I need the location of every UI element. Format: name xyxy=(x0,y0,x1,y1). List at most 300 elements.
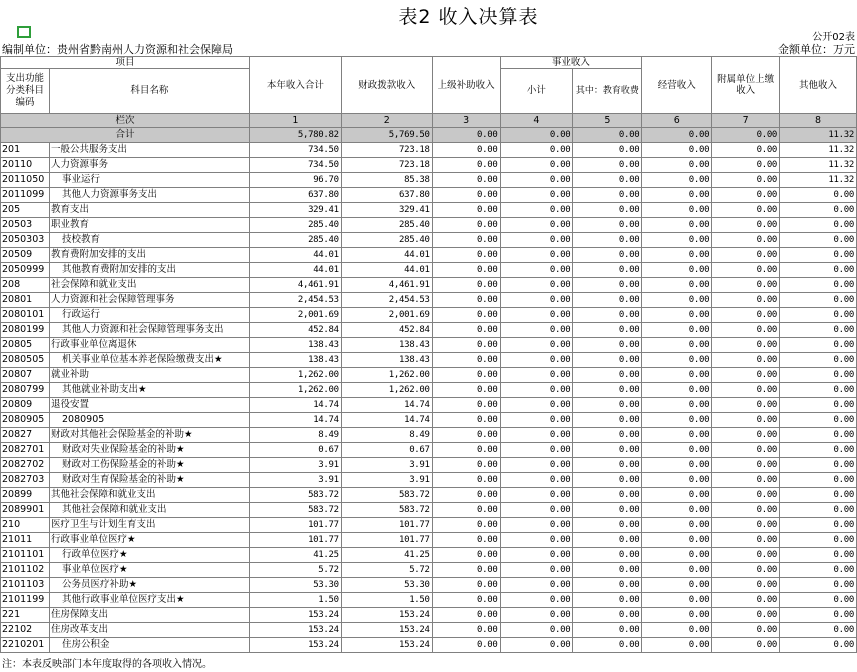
amount-cell[interactable]: 0.00 xyxy=(432,443,500,458)
subject-name[interactable]: 医疗卫生与计划生育支出 xyxy=(49,518,249,533)
amount-cell[interactable]: 0.00 xyxy=(642,623,712,638)
table-row[interactable] xyxy=(1,353,857,368)
subject-code[interactable]: 2011099 xyxy=(1,188,50,203)
subject-code[interactable]: 21011 xyxy=(1,533,50,548)
amount-cell[interactable]: 0.00 xyxy=(500,158,573,173)
amount-cell[interactable]: 101.77 xyxy=(341,518,432,533)
amount-cell[interactable]: 0.00 xyxy=(573,533,642,548)
amount-cell[interactable]: 0.00 xyxy=(432,143,500,158)
table-row[interactable] xyxy=(1,398,857,413)
amount-cell[interactable]: 0.00 xyxy=(642,188,712,203)
amount-cell[interactable]: 0.00 xyxy=(573,578,642,593)
amount-cell[interactable]: 0.00 xyxy=(780,578,857,593)
total-value[interactable]: 5,769.50 xyxy=(341,128,432,143)
amount-cell[interactable]: 0.00 xyxy=(780,473,857,488)
amount-cell[interactable]: 0.00 xyxy=(432,533,500,548)
table-row[interactable] xyxy=(1,488,857,503)
amount-cell[interactable]: 0.00 xyxy=(573,188,642,203)
amount-cell[interactable]: 0.00 xyxy=(712,353,780,368)
table-row[interactable] xyxy=(1,593,857,608)
total-value[interactable]: 0.00 xyxy=(500,128,573,143)
amount-cell[interactable]: 0.00 xyxy=(780,338,857,353)
amount-cell[interactable]: 0.00 xyxy=(500,308,573,323)
amount-cell[interactable]: 0.00 xyxy=(642,308,712,323)
amount-cell[interactable]: 0.00 xyxy=(432,233,500,248)
amount-cell[interactable]: 0.00 xyxy=(500,638,573,653)
subject-name[interactable]: 就业补助 xyxy=(49,368,249,383)
table-row[interactable] xyxy=(1,608,857,623)
subject-code[interactable]: 2101101 xyxy=(1,548,50,563)
subject-name[interactable]: 其他就业补助支出★ xyxy=(49,383,249,398)
subject-code[interactable]: 2050303 xyxy=(1,233,50,248)
amount-cell[interactable]: 41.25 xyxy=(249,548,341,563)
subject-name[interactable]: 其他人力资源事务支出 xyxy=(49,188,249,203)
amount-cell[interactable]: 0.00 xyxy=(780,308,857,323)
amount-cell[interactable]: 0.00 xyxy=(780,293,857,308)
amount-cell[interactable]: 44.01 xyxy=(341,248,432,263)
subject-code[interactable]: 20827 xyxy=(1,428,50,443)
amount-cell[interactable]: 0.00 xyxy=(712,593,780,608)
amount-cell[interactable]: 0.00 xyxy=(573,158,642,173)
amount-cell[interactable]: 0.00 xyxy=(642,353,712,368)
amount-cell[interactable]: 0.00 xyxy=(573,443,642,458)
subject-code[interactable]: 2082702 xyxy=(1,458,50,473)
amount-cell[interactable]: 0.00 xyxy=(712,188,780,203)
subject-name[interactable]: 职业教育 xyxy=(49,218,249,233)
amount-cell[interactable]: 0.00 xyxy=(573,143,642,158)
amount-cell[interactable]: 0.00 xyxy=(642,608,712,623)
amount-cell[interactable]: 0.00 xyxy=(642,338,712,353)
amount-cell[interactable]: 452.84 xyxy=(341,323,432,338)
amount-cell[interactable]: 0.00 xyxy=(432,263,500,278)
amount-cell[interactable]: 0.00 xyxy=(432,338,500,353)
amount-cell[interactable]: 0.00 xyxy=(573,173,642,188)
subject-name[interactable]: 行政单位医疗★ xyxy=(49,548,249,563)
amount-cell[interactable]: 583.72 xyxy=(249,503,341,518)
amount-cell[interactable]: 1,262.00 xyxy=(341,368,432,383)
amount-cell[interactable]: 14.74 xyxy=(249,413,341,428)
amount-cell[interactable]: 0.00 xyxy=(573,503,642,518)
amount-cell[interactable]: 0.00 xyxy=(780,518,857,533)
amount-cell[interactable]: 0.00 xyxy=(432,278,500,293)
subject-name[interactable]: 2080905 xyxy=(49,413,249,428)
amount-cell[interactable]: 0.00 xyxy=(712,548,780,563)
amount-cell[interactable]: 0.00 xyxy=(500,413,573,428)
table-row[interactable] xyxy=(1,203,857,218)
amount-cell[interactable]: 0.00 xyxy=(500,503,573,518)
amount-cell[interactable]: 0.00 xyxy=(573,518,642,533)
amount-cell[interactable]: 0.00 xyxy=(432,458,500,473)
amount-cell[interactable]: 1.50 xyxy=(341,593,432,608)
amount-cell[interactable]: 14.74 xyxy=(249,398,341,413)
table-row[interactable] xyxy=(1,518,857,533)
amount-cell[interactable]: 0.00 xyxy=(642,593,712,608)
amount-cell[interactable]: 0.00 xyxy=(642,158,712,173)
amount-cell[interactable]: 285.40 xyxy=(249,233,341,248)
amount-cell[interactable]: 0.00 xyxy=(432,248,500,263)
selected-cell-marker[interactable] xyxy=(17,26,31,38)
amount-cell[interactable]: 11.32 xyxy=(780,158,857,173)
amount-cell[interactable]: 0.00 xyxy=(573,323,642,338)
amount-cell[interactable]: 0.00 xyxy=(712,203,780,218)
amount-cell[interactable]: 0.00 xyxy=(642,443,712,458)
amount-cell[interactable]: 0.00 xyxy=(712,248,780,263)
amount-cell[interactable]: 0.00 xyxy=(500,398,573,413)
amount-cell[interactable]: 0.00 xyxy=(500,608,573,623)
amount-cell[interactable]: 0.00 xyxy=(712,218,780,233)
amount-cell[interactable]: 0.00 xyxy=(642,428,712,443)
table-row[interactable] xyxy=(1,563,857,578)
amount-cell[interactable]: 637.80 xyxy=(341,188,432,203)
amount-cell[interactable]: 0.00 xyxy=(432,368,500,383)
subject-code[interactable]: 2080505 xyxy=(1,353,50,368)
table-row[interactable] xyxy=(1,338,857,353)
amount-cell[interactable]: 0.00 xyxy=(573,233,642,248)
amount-cell[interactable]: 138.43 xyxy=(341,353,432,368)
amount-cell[interactable]: 0.00 xyxy=(432,203,500,218)
amount-cell[interactable]: 0.00 xyxy=(500,548,573,563)
amount-cell[interactable]: 734.50 xyxy=(249,143,341,158)
amount-cell[interactable]: 0.00 xyxy=(712,173,780,188)
amount-cell[interactable]: 0.00 xyxy=(642,473,712,488)
subject-code[interactable]: 2050999 xyxy=(1,263,50,278)
amount-cell[interactable]: 0.00 xyxy=(712,278,780,293)
amount-cell[interactable]: 0.00 xyxy=(780,188,857,203)
amount-cell[interactable]: 0.00 xyxy=(432,593,500,608)
amount-cell[interactable]: 0.00 xyxy=(500,488,573,503)
amount-cell[interactable]: 0.00 xyxy=(642,638,712,653)
amount-cell[interactable]: 0.00 xyxy=(712,308,780,323)
amount-cell[interactable]: 0.00 xyxy=(712,503,780,518)
amount-cell[interactable]: 0.00 xyxy=(573,593,642,608)
amount-cell[interactable]: 0.00 xyxy=(432,548,500,563)
amount-cell[interactable]: 0.00 xyxy=(642,533,712,548)
amount-cell[interactable]: 3.91 xyxy=(341,458,432,473)
amount-cell[interactable]: 452.84 xyxy=(249,323,341,338)
amount-cell[interactable]: 0.00 xyxy=(500,263,573,278)
amount-cell[interactable]: 0.00 xyxy=(500,443,573,458)
subject-name[interactable]: 人力资源和社会保障管理事务 xyxy=(49,293,249,308)
table-row[interactable] xyxy=(1,473,857,488)
amount-cell[interactable]: 44.01 xyxy=(249,248,341,263)
subject-name[interactable]: 教育费附加安排的支出 xyxy=(49,248,249,263)
amount-cell[interactable]: 0.00 xyxy=(500,173,573,188)
amount-cell[interactable]: 0.00 xyxy=(712,368,780,383)
subject-code[interactable]: 2101103 xyxy=(1,578,50,593)
subject-code[interactable]: 2210201 xyxy=(1,638,50,653)
amount-cell[interactable]: 14.74 xyxy=(341,398,432,413)
amount-cell[interactable]: 0.00 xyxy=(432,383,500,398)
amount-cell[interactable]: 0.00 xyxy=(712,638,780,653)
amount-cell[interactable]: 0.00 xyxy=(712,293,780,308)
subject-name[interactable]: 住房公积金 xyxy=(49,638,249,653)
amount-cell[interactable]: 0.00 xyxy=(712,533,780,548)
amount-cell[interactable]: 0.00 xyxy=(500,338,573,353)
amount-cell[interactable]: 0.00 xyxy=(712,263,780,278)
subject-name[interactable]: 其他行政事业单位医疗支出★ xyxy=(49,593,249,608)
table-row[interactable] xyxy=(1,188,857,203)
amount-cell[interactable]: 5.72 xyxy=(249,563,341,578)
amount-cell[interactable]: 0.00 xyxy=(780,233,857,248)
amount-cell[interactable]: 0.00 xyxy=(432,398,500,413)
amount-cell[interactable]: 0.00 xyxy=(432,518,500,533)
amount-cell[interactable]: 0.00 xyxy=(573,488,642,503)
amount-cell[interactable]: 0.00 xyxy=(780,413,857,428)
amount-cell[interactable]: 0.00 xyxy=(642,518,712,533)
amount-cell[interactable]: 0.00 xyxy=(573,353,642,368)
amount-cell[interactable]: 8.49 xyxy=(341,428,432,443)
amount-cell[interactable]: 0.00 xyxy=(500,293,573,308)
amount-cell[interactable]: 5.72 xyxy=(341,563,432,578)
amount-cell[interactable]: 153.24 xyxy=(249,638,341,653)
amount-cell[interactable]: 0.00 xyxy=(432,173,500,188)
table-row[interactable] xyxy=(1,638,857,653)
amount-cell[interactable]: 0.00 xyxy=(500,563,573,578)
amount-cell[interactable]: 138.43 xyxy=(249,338,341,353)
amount-cell[interactable]: 0.00 xyxy=(780,263,857,278)
amount-cell[interactable]: 329.41 xyxy=(249,203,341,218)
amount-cell[interactable]: 0.00 xyxy=(712,443,780,458)
amount-cell[interactable]: 0.00 xyxy=(573,278,642,293)
amount-cell[interactable]: 0.00 xyxy=(432,608,500,623)
amount-cell[interactable]: 153.24 xyxy=(341,638,432,653)
amount-cell[interactable]: 0.00 xyxy=(573,458,642,473)
amount-cell[interactable]: 0.00 xyxy=(642,218,712,233)
amount-cell[interactable]: 0.00 xyxy=(432,503,500,518)
amount-cell[interactable]: 3.91 xyxy=(341,473,432,488)
amount-cell[interactable]: 723.18 xyxy=(341,158,432,173)
amount-cell[interactable]: 96.70 xyxy=(249,173,341,188)
amount-cell[interactable]: 0.00 xyxy=(500,368,573,383)
amount-cell[interactable]: 0.00 xyxy=(780,248,857,263)
amount-cell[interactable]: 0.00 xyxy=(780,488,857,503)
amount-cell[interactable]: 0.00 xyxy=(500,188,573,203)
amount-cell[interactable]: 0.00 xyxy=(573,548,642,563)
subject-name[interactable]: 教育支出 xyxy=(49,203,249,218)
subject-code[interactable]: 20110 xyxy=(1,158,50,173)
amount-cell[interactable]: 0.00 xyxy=(780,218,857,233)
subject-code[interactable]: 20503 xyxy=(1,218,50,233)
amount-cell[interactable]: 1,262.00 xyxy=(249,368,341,383)
amount-cell[interactable]: 0.00 xyxy=(500,233,573,248)
amount-cell[interactable]: 0.00 xyxy=(432,188,500,203)
amount-cell[interactable]: 0.00 xyxy=(642,278,712,293)
subject-code[interactable]: 20509 xyxy=(1,248,50,263)
subject-name[interactable]: 机关事业单位基本养老保险缴费支出★ xyxy=(49,353,249,368)
amount-cell[interactable]: 0.00 xyxy=(642,563,712,578)
amount-cell[interactable]: 3.91 xyxy=(249,458,341,473)
amount-cell[interactable]: 285.40 xyxy=(249,218,341,233)
amount-cell[interactable]: 0.00 xyxy=(432,323,500,338)
amount-cell[interactable]: 44.01 xyxy=(341,263,432,278)
amount-cell[interactable]: 0.00 xyxy=(712,428,780,443)
amount-cell[interactable]: 0.00 xyxy=(712,608,780,623)
amount-cell[interactable]: 0.00 xyxy=(573,338,642,353)
amount-cell[interactable]: 0.00 xyxy=(780,503,857,518)
amount-cell[interactable]: 0.00 xyxy=(780,533,857,548)
subject-name[interactable]: 财政对其他社会保险基金的补助★ xyxy=(49,428,249,443)
amount-cell[interactable]: 0.00 xyxy=(500,278,573,293)
total-value[interactable]: 0.00 xyxy=(573,128,642,143)
table-row[interactable] xyxy=(1,293,857,308)
amount-cell[interactable]: 0.00 xyxy=(780,458,857,473)
amount-cell[interactable]: 0.00 xyxy=(500,623,573,638)
table-row[interactable] xyxy=(1,458,857,473)
subject-code[interactable]: 20807 xyxy=(1,368,50,383)
amount-cell[interactable]: 101.77 xyxy=(249,533,341,548)
subject-name[interactable]: 行政事业单位离退休 xyxy=(49,338,249,353)
amount-cell[interactable]: 0.00 xyxy=(780,608,857,623)
amount-cell[interactable]: 0.00 xyxy=(573,608,642,623)
amount-cell[interactable]: 0.00 xyxy=(573,263,642,278)
amount-cell[interactable]: 0.00 xyxy=(500,428,573,443)
subject-name[interactable]: 其他社会保障和就业支出 xyxy=(49,503,249,518)
subject-name[interactable]: 人力资源事务 xyxy=(49,158,249,173)
amount-cell[interactable]: 0.00 xyxy=(573,308,642,323)
subject-name[interactable]: 行政事业单位医疗★ xyxy=(49,533,249,548)
amount-cell[interactable]: 734.50 xyxy=(249,158,341,173)
subject-code[interactable]: 20805 xyxy=(1,338,50,353)
subject-name[interactable]: 一般公共服务支出 xyxy=(49,143,249,158)
amount-cell[interactable]: 0.00 xyxy=(432,218,500,233)
amount-cell[interactable]: 329.41 xyxy=(341,203,432,218)
subject-name[interactable]: 其他社会保障和就业支出 xyxy=(49,488,249,503)
amount-cell[interactable]: 0.00 xyxy=(573,293,642,308)
amount-cell[interactable]: 0.00 xyxy=(573,563,642,578)
amount-cell[interactable]: 0.00 xyxy=(712,623,780,638)
amount-cell[interactable]: 0.00 xyxy=(432,353,500,368)
amount-cell[interactable]: 0.00 xyxy=(642,203,712,218)
subject-code[interactable]: 210 xyxy=(1,518,50,533)
amount-cell[interactable]: 0.00 xyxy=(432,413,500,428)
amount-cell[interactable]: 0.00 xyxy=(642,368,712,383)
amount-cell[interactable]: 0.00 xyxy=(642,263,712,278)
table-row[interactable] xyxy=(1,383,857,398)
amount-cell[interactable]: 0.00 xyxy=(432,623,500,638)
subject-code[interactable]: 2101199 xyxy=(1,593,50,608)
table-row[interactable] xyxy=(1,368,857,383)
amount-cell[interactable]: 0.67 xyxy=(341,443,432,458)
subject-name[interactable]: 社会保障和就业支出 xyxy=(49,278,249,293)
subject-name[interactable]: 行政运行 xyxy=(49,308,249,323)
amount-cell[interactable]: 0.00 xyxy=(712,578,780,593)
table-row[interactable] xyxy=(1,503,857,518)
amount-cell[interactable]: 0.00 xyxy=(712,143,780,158)
amount-cell[interactable]: 0.00 xyxy=(712,158,780,173)
subject-name[interactable]: 公务员医疗补助★ xyxy=(49,578,249,593)
table-row[interactable] xyxy=(1,623,857,638)
amount-cell[interactable]: 583.72 xyxy=(249,488,341,503)
amount-cell[interactable]: 138.43 xyxy=(341,338,432,353)
amount-cell[interactable]: 11.32 xyxy=(780,173,857,188)
amount-cell[interactable]: 0.00 xyxy=(642,233,712,248)
amount-cell[interactable]: 0.00 xyxy=(573,248,642,263)
table-row[interactable] xyxy=(1,278,857,293)
subject-name[interactable]: 住房改革支出 xyxy=(49,623,249,638)
table-row[interactable] xyxy=(1,143,857,158)
amount-cell[interactable]: 0.00 xyxy=(780,428,857,443)
amount-cell[interactable]: 101.77 xyxy=(249,518,341,533)
total-value[interactable]: 0.00 xyxy=(432,128,500,143)
table-row[interactable] xyxy=(1,548,857,563)
table-row[interactable] xyxy=(1,443,857,458)
subject-name[interactable]: 财政对工伤保险基金的补助★ xyxy=(49,458,249,473)
amount-cell[interactable]: 0.00 xyxy=(712,458,780,473)
amount-cell[interactable]: 0.00 xyxy=(642,173,712,188)
table-row[interactable] xyxy=(1,323,857,338)
amount-cell[interactable]: 0.00 xyxy=(432,293,500,308)
amount-cell[interactable]: 0.00 xyxy=(712,563,780,578)
table-row[interactable] xyxy=(1,413,857,428)
amount-cell[interactable]: 1,262.00 xyxy=(341,383,432,398)
amount-cell[interactable]: 0.00 xyxy=(500,203,573,218)
amount-cell[interactable]: 0.00 xyxy=(500,473,573,488)
amount-cell[interactable]: 0.00 xyxy=(712,473,780,488)
amount-cell[interactable]: 0.00 xyxy=(642,458,712,473)
subject-name[interactable]: 事业单位医疗★ xyxy=(49,563,249,578)
amount-cell[interactable]: 41.25 xyxy=(341,548,432,563)
subject-code[interactable]: 2080799 xyxy=(1,383,50,398)
subject-code[interactable]: 20899 xyxy=(1,488,50,503)
amount-cell[interactable]: 285.40 xyxy=(341,218,432,233)
amount-cell[interactable]: 0.00 xyxy=(500,533,573,548)
table-row[interactable] xyxy=(1,218,857,233)
amount-cell[interactable]: 0.00 xyxy=(432,308,500,323)
amount-cell[interactable]: 53.30 xyxy=(249,578,341,593)
amount-cell[interactable]: 138.43 xyxy=(249,353,341,368)
amount-cell[interactable]: 0.00 xyxy=(432,638,500,653)
amount-cell[interactable]: 2,001.69 xyxy=(341,308,432,323)
amount-cell[interactable]: 0.00 xyxy=(642,503,712,518)
amount-cell[interactable]: 101.77 xyxy=(341,533,432,548)
amount-cell[interactable]: 0.00 xyxy=(573,623,642,638)
amount-cell[interactable]: 153.24 xyxy=(249,623,341,638)
amount-cell[interactable]: 0.00 xyxy=(780,548,857,563)
table-row[interactable] xyxy=(1,158,857,173)
amount-cell[interactable]: 0.00 xyxy=(642,248,712,263)
amount-cell[interactable]: 1,262.00 xyxy=(249,383,341,398)
amount-cell[interactable]: 153.24 xyxy=(249,608,341,623)
subject-name[interactable]: 财政对生育保险基金的补助★ xyxy=(49,473,249,488)
amount-cell[interactable]: 0.00 xyxy=(642,383,712,398)
total-value[interactable]: 5,780.82 xyxy=(249,128,341,143)
amount-cell[interactable]: 0.00 xyxy=(780,593,857,608)
amount-cell[interactable]: 0.00 xyxy=(712,323,780,338)
subject-code[interactable]: 2082701 xyxy=(1,443,50,458)
amount-cell[interactable]: 53.30 xyxy=(341,578,432,593)
amount-cell[interactable]: 583.72 xyxy=(341,503,432,518)
amount-cell[interactable]: 0.00 xyxy=(573,413,642,428)
amount-cell[interactable]: 0.00 xyxy=(712,338,780,353)
amount-cell[interactable]: 0.00 xyxy=(780,623,857,638)
subject-code[interactable]: 2089901 xyxy=(1,503,50,518)
amount-cell[interactable]: 0.00 xyxy=(500,353,573,368)
amount-cell[interactable]: 0.00 xyxy=(500,248,573,263)
total-value[interactable]: 0.00 xyxy=(642,128,712,143)
amount-cell[interactable]: 0.67 xyxy=(249,443,341,458)
table-row[interactable] xyxy=(1,428,857,443)
amount-cell[interactable]: 637.80 xyxy=(249,188,341,203)
amount-cell[interactable]: 0.00 xyxy=(500,323,573,338)
amount-cell[interactable]: 85.38 xyxy=(341,173,432,188)
amount-cell[interactable]: 2,454.53 xyxy=(341,293,432,308)
amount-cell[interactable]: 0.00 xyxy=(573,383,642,398)
subject-code[interactable]: 221 xyxy=(1,608,50,623)
amount-cell[interactable]: 0.00 xyxy=(642,398,712,413)
amount-cell[interactable]: 0.00 xyxy=(712,398,780,413)
amount-cell[interactable]: 153.24 xyxy=(341,608,432,623)
amount-cell[interactable]: 0.00 xyxy=(780,563,857,578)
